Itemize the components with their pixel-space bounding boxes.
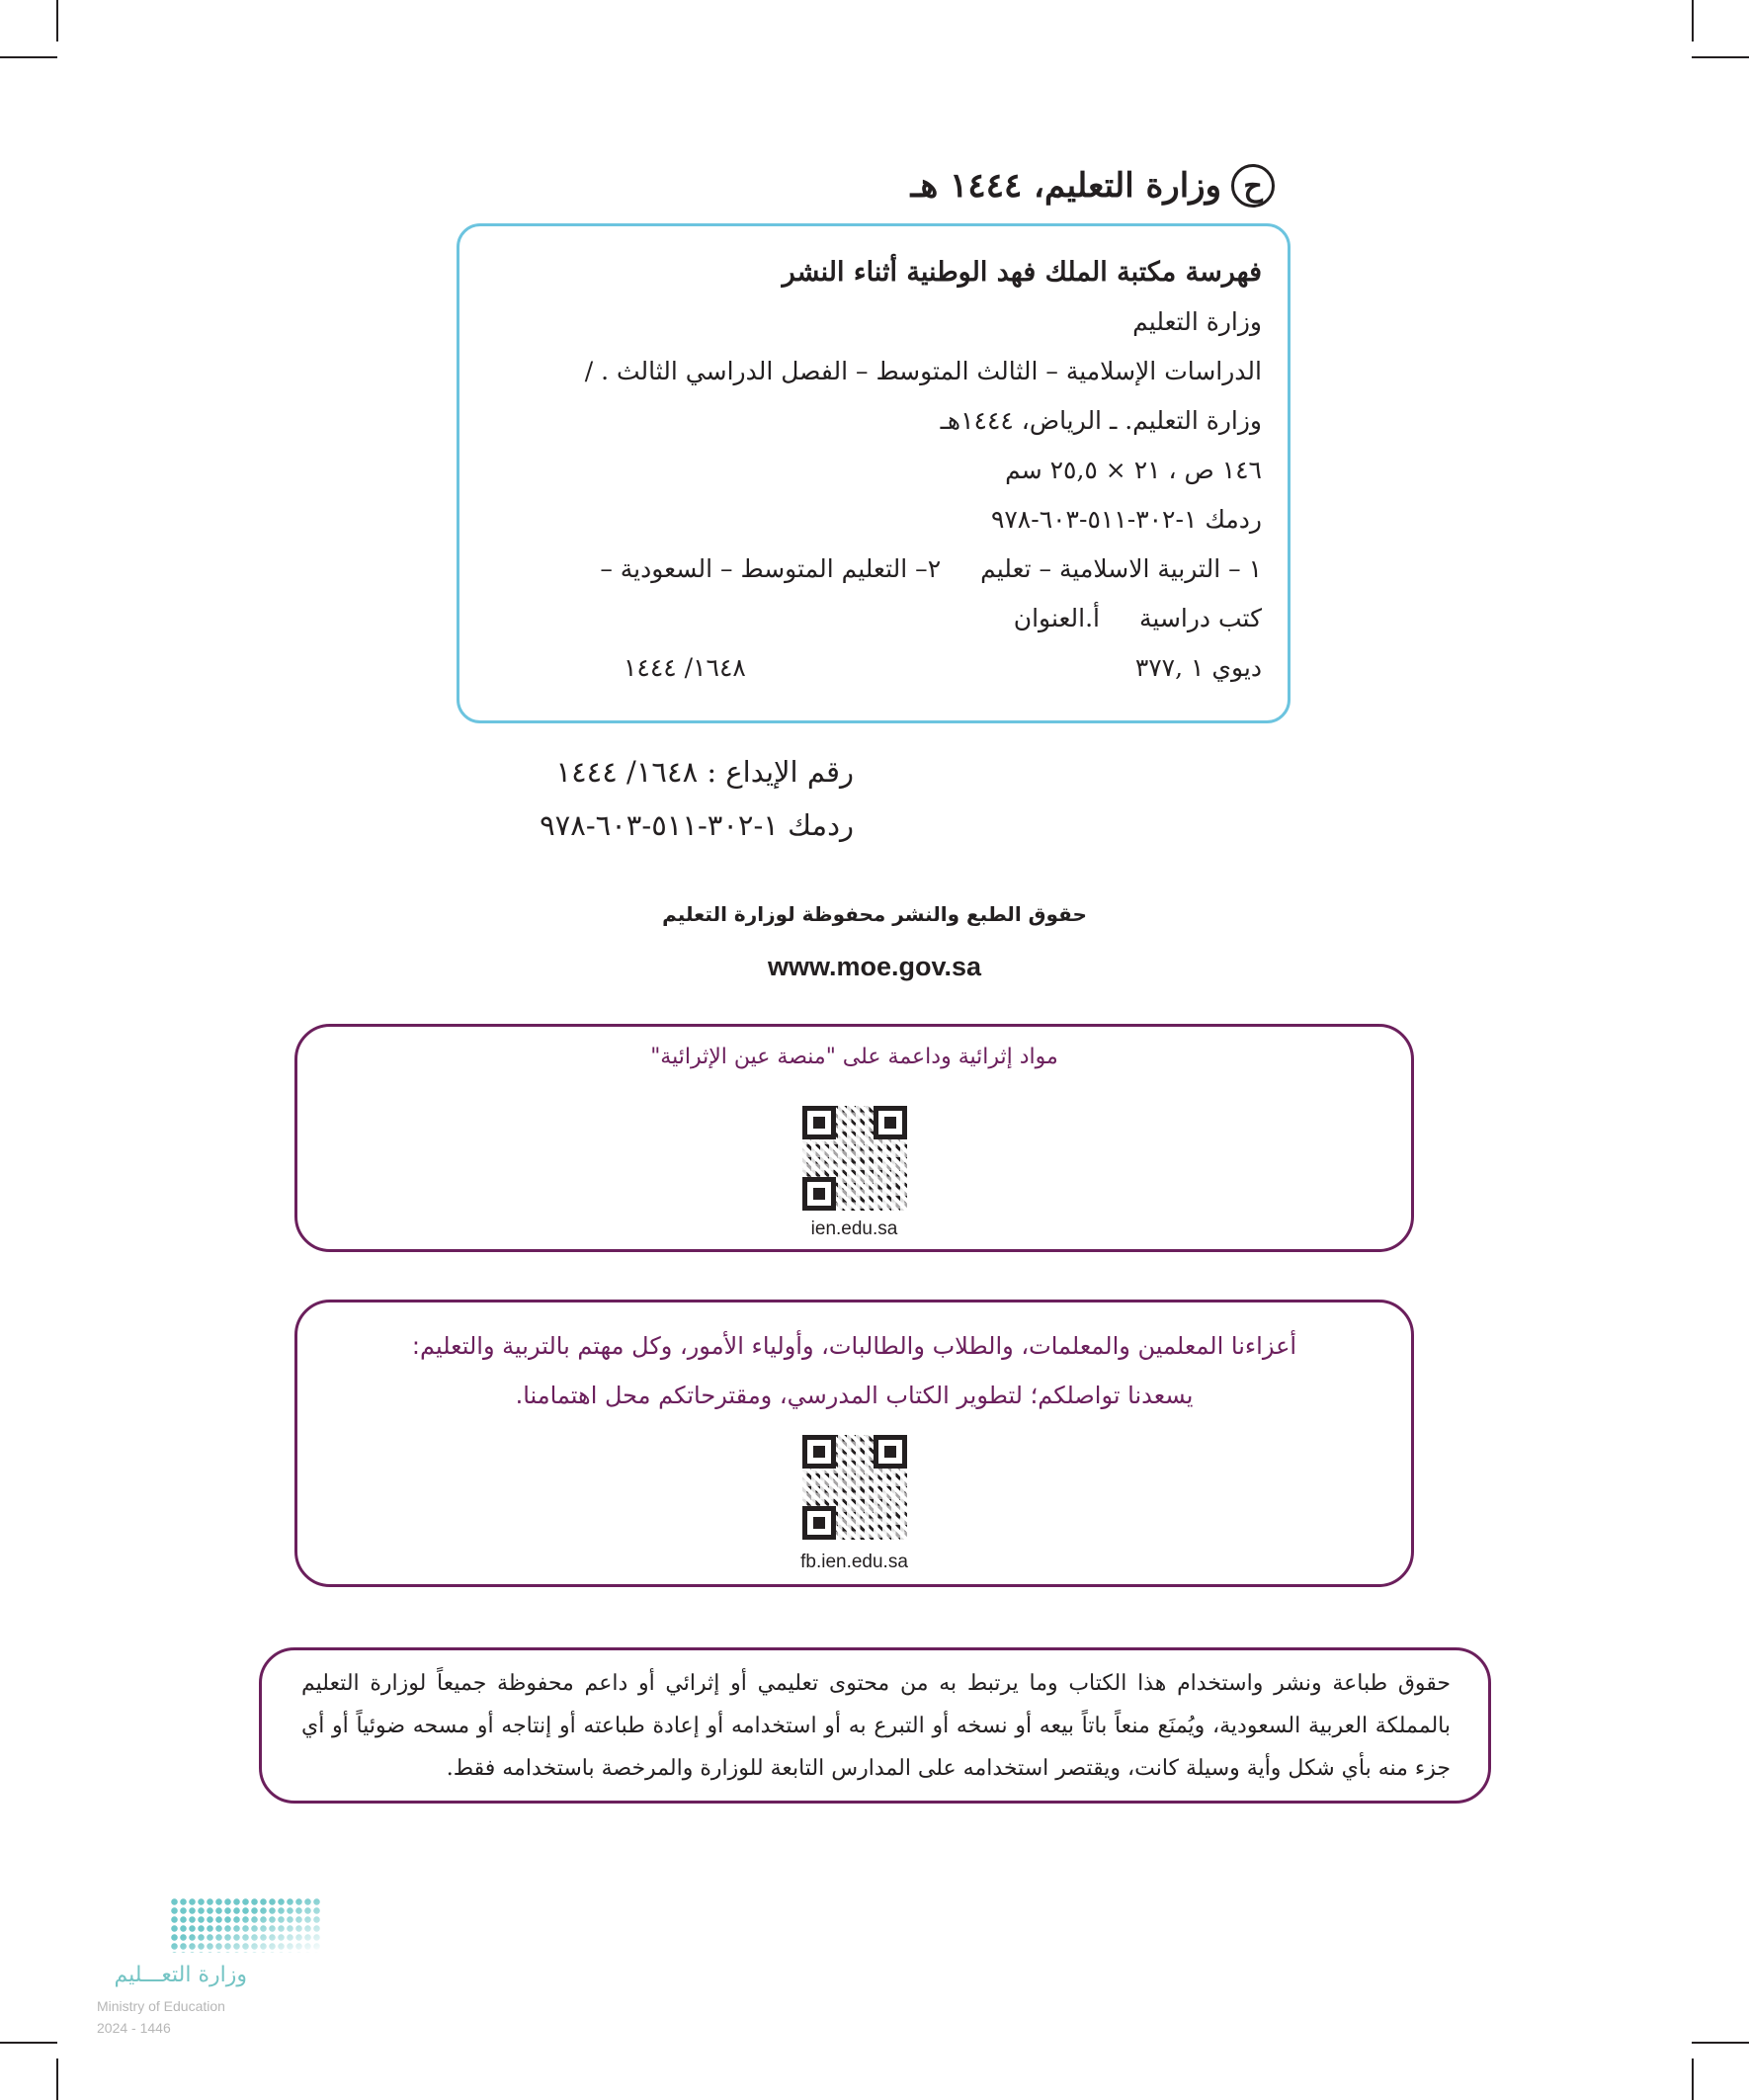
website-link[interactable]: www.moe.gov.sa bbox=[767, 952, 982, 981]
crop-mark bbox=[56, 2058, 58, 2100]
cip-title: فهرسة مكتبة الملك فهد الوطنية أثناء النشر bbox=[782, 257, 1262, 288]
crop-mark bbox=[56, 0, 58, 42]
crop-mark bbox=[1692, 0, 1694, 42]
logo-english: Ministry of Education bbox=[97, 1998, 225, 2014]
legal-deposit-block bbox=[474, 745, 854, 852]
enrichment-box bbox=[294, 1024, 1414, 1252]
crop-mark bbox=[1692, 2058, 1694, 2100]
qr-link-ien[interactable]: ien.edu.sa bbox=[810, 1218, 898, 1239]
usage-notice-box bbox=[259, 1647, 1491, 1804]
cip-book-title: الدراسات الإسلامية – الثالث المتوسط – الفصل الدراسي الثالث . / bbox=[584, 357, 1262, 385]
cip-deposit: ١٦٤٨/ ١٤٤٤ bbox=[624, 653, 746, 682]
enrichment-text: مواد إثرائية وداعمة على "منصة عين الإثرائية" bbox=[650, 1045, 1058, 1069]
logo-dots-icon bbox=[170, 1897, 320, 1953]
copyright-symbol: ح bbox=[1231, 164, 1275, 208]
usage-notice-text: حقوق طباعة ونشر واستخدام هذا الكتاب وما يرتبط به من محتوى تعليمي أو إثرائي أو داعم محفوظة جميعاً لوزارة التعليم بالمملكة العربية السعودية، ويُمنَع منعاً باتاً بيعه أو نسخه أو التبرع به أو استخدامه أو إعادة طباعته أو إنتاجه أو مسحه ضوئياً أو أي جزء منه بأي شكل وأية وسيلة كانت، ويقتصر استخدامه على المدارس التابعة للوزارة والمرخصة باستخدامه فقط. bbox=[301, 1671, 1451, 1781]
ministry-logo bbox=[97, 1897, 324, 2056]
feedback-box bbox=[294, 1300, 1414, 1587]
crop-mark bbox=[0, 2042, 57, 2044]
cip-subjects-2 bbox=[485, 594, 1262, 643]
crop-mark bbox=[1692, 2042, 1749, 2044]
cip-subjects bbox=[485, 545, 1262, 594]
cip-record-box bbox=[457, 223, 1291, 723]
rights-statement: حقوق الطبع والنشر محفوظة لوزارة التعليم bbox=[662, 902, 1087, 926]
cip-subject-3: كتب دراسية bbox=[1139, 604, 1262, 632]
qr-code-icon[interactable] bbox=[802, 1435, 907, 1540]
cip-subject-2: ٢– التعليم المتوسط – السعودية – bbox=[600, 554, 942, 583]
cip-dewey-row bbox=[485, 643, 1262, 693]
cip-subject-4: أ.العنوان bbox=[1013, 604, 1100, 632]
cip-subject-1: ١ – التربية الاسلامية – تعليم bbox=[980, 554, 1262, 583]
qr-link-feedback[interactable]: fb.ien.edu.sa bbox=[800, 1552, 908, 1572]
cip-dewey: ديوي ١ ,٣٧٧ bbox=[1134, 653, 1262, 682]
copyright-header bbox=[850, 158, 1275, 213]
crop-mark bbox=[1692, 56, 1749, 58]
isbn-number: ردمك ١-٣٠٢-٥١١-٦٠٣-٩٧٨ bbox=[540, 808, 854, 842]
logo-arabic: وزارة التعـــليم bbox=[114, 1963, 247, 1987]
deposit-number: رقم الإيداع : ١٦٤٨/ ١٤٤٤ bbox=[555, 755, 854, 789]
logo-years: 2024 - 1446 bbox=[97, 2020, 171, 2036]
cip-isbn: ردمك ١-٣٠٢-٥١١-٦٠٣-٩٧٨ bbox=[990, 505, 1262, 534]
qr-code-icon[interactable] bbox=[802, 1106, 907, 1211]
crop-mark bbox=[0, 56, 57, 58]
copyright-text: وزارة التعليم، ١٤٤٤ هـ bbox=[910, 166, 1221, 206]
cip-pages: ١٤٦ ص ، ٢١ × ٢٥,٥ سم bbox=[1005, 456, 1262, 484]
cip-publisher: وزارة التعليم. ـ الرياض، ١٤٤٤هـ bbox=[940, 406, 1262, 435]
feedback-line-1: أعزاءنا المعلمين والمعلمات، والطلاب والطالبات، وأولياء الأمور، وكل مهتم بالتربية والتعليم: bbox=[411, 1332, 1297, 1360]
cip-author: وزارة التعليم bbox=[1132, 307, 1262, 336]
feedback-line-2: يسعدنا تواصلكم؛ لتطوير الكتاب المدرسي، ومقترحاتكم محل اهتمامنا. bbox=[515, 1382, 1194, 1409]
